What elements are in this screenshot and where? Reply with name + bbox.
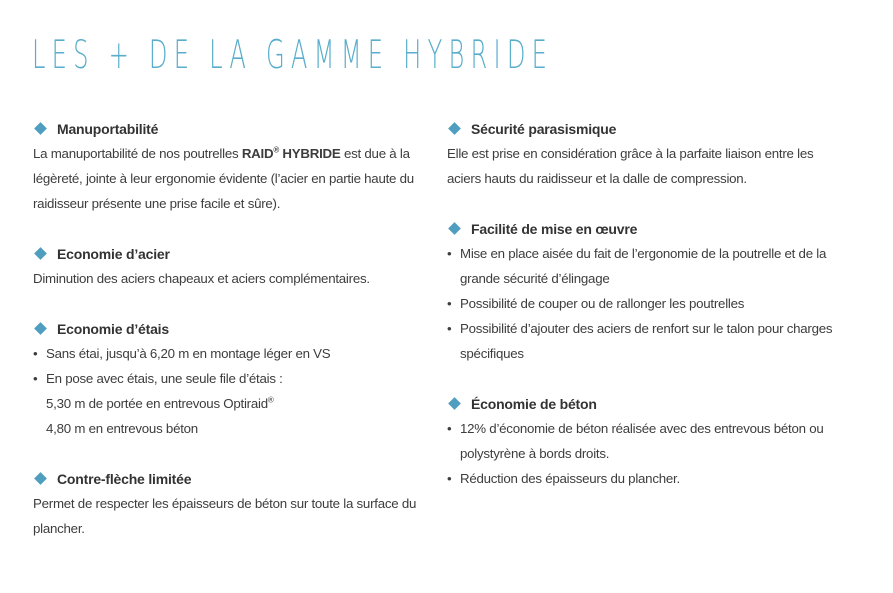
section-heading — [447, 216, 842, 241]
list-item — [33, 341, 418, 366]
diamond-bullet-icon — [34, 472, 47, 485]
section-text: Permet de respecter les épaisseurs de béton sur toute la surface du plancher. — [33, 496, 417, 536]
section-heading — [33, 466, 418, 491]
diamond-bullet-icon — [448, 397, 461, 410]
bullet-dot: • — [447, 421, 452, 436]
sub-item: 4,80 m en entrevous béton — [46, 421, 198, 436]
brand-suffix: HYBRIDE — [278, 146, 341, 161]
registered-mark: ® — [273, 145, 279, 155]
brand-name — [242, 146, 341, 161]
heading-label: Économie de béton — [471, 395, 597, 412]
section-text — [33, 141, 418, 216]
list-item-text: Possibilité d’ajouter des aciers de renfort sur le talon pour charges spécifiques — [460, 321, 833, 361]
heading-label: Economie d’étais — [57, 320, 169, 337]
section-heading — [447, 116, 842, 141]
list-item — [447, 316, 842, 366]
section-economie-beton — [447, 391, 842, 491]
bullet-dot: • — [447, 296, 452, 311]
section-contre-fleche — [33, 466, 418, 541]
section-heading — [33, 241, 418, 266]
list-item — [33, 366, 418, 391]
section-manuportabilite — [33, 116, 418, 216]
bullet-dot: • — [33, 371, 38, 386]
list-item — [447, 416, 842, 466]
diamond-bullet-icon — [34, 122, 47, 135]
diamond-bullet-icon — [34, 322, 47, 335]
right-column — [447, 116, 842, 516]
bullet-dot: • — [447, 246, 452, 261]
list-item — [447, 466, 842, 491]
heading-label: Facilité de mise en œuvre — [471, 220, 638, 237]
brand-label: RAID — [241, 146, 274, 161]
sub-item — [33, 391, 418, 416]
list-item-text: Mise en place aisée du fait de l’ergonomie de la poutrelle et de la grande sécurité d’élingage — [460, 246, 827, 286]
list-item-text: Réduction des épaisseurs du plancher. — [460, 471, 680, 486]
section-economie-etais — [33, 316, 418, 441]
diamond-bullet-icon — [34, 247, 47, 260]
page-title: LES + DE LA GAMME HYBRIDE — [32, 33, 554, 78]
bullet-dot: • — [447, 471, 452, 486]
diamond-bullet-icon — [448, 222, 461, 235]
list-item — [447, 291, 842, 316]
section-securite — [447, 116, 842, 191]
heading-label: Manuportabilité — [57, 120, 159, 137]
list-item-text: En pose avec étais, une seule file d’étais : — [46, 371, 283, 386]
section-heading — [33, 116, 418, 141]
registered-mark: ® — [267, 395, 274, 405]
list-item-text: Possibilité de couper ou de rallonger les poutrelles — [460, 296, 745, 311]
diamond-bullet-icon — [448, 122, 461, 135]
sub-item-text: 5,30 m de portée en entrevous Optiraid — [46, 396, 268, 411]
section-text: Diminution des aciers chapeaux et aciers complémentaires. — [33, 271, 370, 286]
list-item — [447, 241, 842, 291]
section-text: Elle est prise en considération grâce à la parfaite liaison entre les aciers hauts du raidisseur et la dalle de compression. — [447, 146, 814, 186]
list-item-text: Sans étai, jusqu’à 6,20 m en montage léger en VS — [46, 346, 331, 361]
bullet-dot: • — [33, 346, 38, 361]
heading-label: Sécurité parasismique — [471, 120, 617, 137]
section-heading — [33, 316, 418, 341]
heading-label: Contre-flèche limitée — [57, 470, 192, 487]
text-part: est due à la légèreté, jointe à leur ergonomie évidente (l’acier en partie haute du raidisseur présente une prise facile et sûre). — [33, 146, 414, 211]
text-part: La manuportabilité de nos poutrelles — [33, 146, 242, 161]
heading-label: Economie d’acier — [57, 245, 170, 262]
section-economie-acier — [33, 241, 418, 291]
section-heading — [447, 391, 842, 416]
bullet-dot: • — [447, 321, 452, 336]
left-column — [33, 116, 418, 566]
list-item-text: 12% d’économie de béton réalisée avec des entrevous béton ou polystyrène à bords droits. — [460, 421, 824, 461]
section-facilite — [447, 216, 842, 366]
